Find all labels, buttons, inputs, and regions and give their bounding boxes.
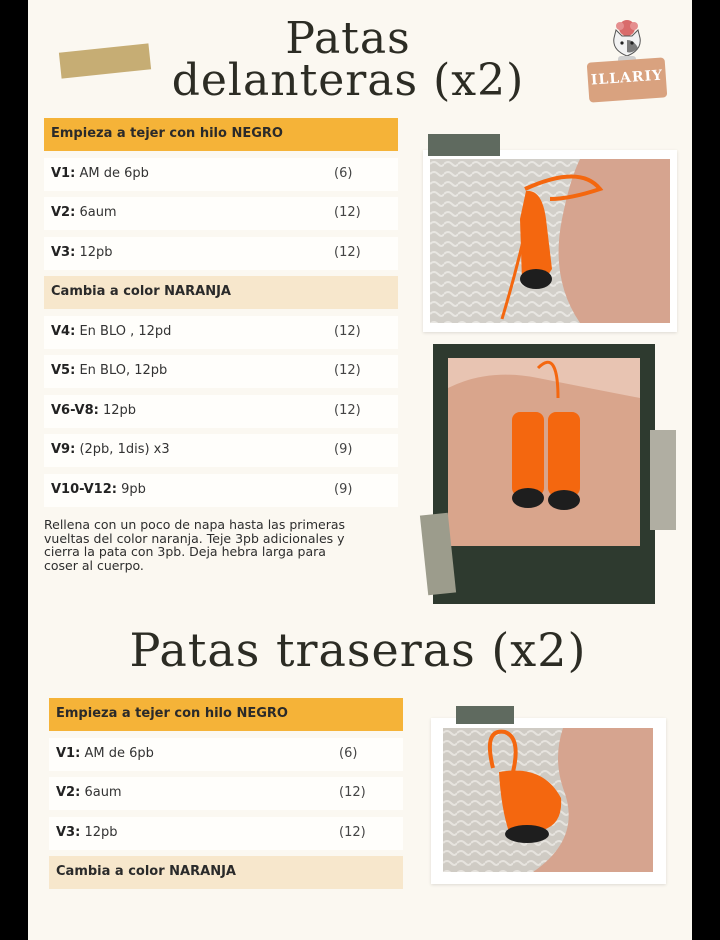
round-number: V5:	[51, 363, 76, 378]
photo-front-leg-1	[423, 150, 677, 332]
row-instruction	[51, 482, 146, 497]
row-instruction	[56, 785, 122, 800]
pattern-page	[28, 0, 692, 940]
table-row	[44, 355, 398, 388]
table-header-row	[44, 118, 398, 151]
table-row	[44, 434, 398, 467]
row-label: Empieza a tejer con hilo NEGRO	[56, 706, 288, 721]
round-stitches: En BLO, 12pb	[79, 363, 168, 378]
stitch-count: (12)	[334, 402, 361, 418]
section1-title-line2: delanteras (x2)	[171, 55, 525, 106]
round-stitches: 12pb	[103, 402, 137, 418]
table-row	[44, 474, 398, 507]
photo-front-legs-2	[433, 344, 655, 604]
round-number: V6-V8:	[51, 402, 99, 418]
round-stitches: 6aum	[79, 205, 117, 220]
row-instruction	[51, 205, 117, 220]
photo-image	[430, 159, 670, 323]
row-label: Cambia a color NARANJA	[56, 864, 236, 879]
row-label: Cambia a color NARANJA	[51, 284, 231, 299]
round-number: V3:	[51, 244, 76, 260]
tape-decoration	[456, 706, 514, 724]
stitch-count: (12)	[339, 785, 366, 800]
section2-table	[49, 698, 403, 896]
round-stitches: (2pb, 1dis) x3	[79, 442, 170, 457]
logo-text: ILLARIY	[590, 67, 664, 89]
round-stitches: En BLO , 12pd	[79, 323, 172, 339]
stitch-count: (9)	[334, 442, 353, 457]
photo-image	[448, 358, 640, 546]
stitch-count: (6)	[334, 165, 353, 181]
row-instruction	[51, 442, 170, 457]
table-row	[49, 817, 403, 850]
round-number: V9:	[51, 442, 76, 457]
brand-logo	[586, 18, 668, 110]
round-number: V10-V12:	[51, 481, 117, 497]
row-instruction	[51, 245, 113, 260]
round-number: V3:	[56, 824, 81, 840]
round-number: V1:	[51, 165, 76, 181]
section1-table	[44, 118, 398, 513]
photo-back-leg	[431, 718, 666, 884]
round-number: V2:	[56, 785, 81, 800]
row-label: Empieza a tejer con hilo NEGRO	[51, 126, 283, 141]
round-stitches: 12pb	[84, 824, 118, 840]
row-instruction	[51, 363, 167, 378]
tape-decoration	[650, 430, 676, 530]
round-stitches: 6aum	[84, 785, 122, 800]
table-row	[44, 158, 398, 191]
row-instruction	[51, 403, 136, 418]
table-header-row	[49, 698, 403, 731]
table-row	[44, 316, 398, 349]
tape-decoration	[428, 134, 500, 156]
row-instruction	[51, 166, 149, 181]
stitch-count: (9)	[334, 481, 353, 497]
section1-title-line1: Patas	[285, 13, 411, 64]
stitch-count: (12)	[334, 205, 361, 220]
stitch-count: (6)	[339, 745, 358, 761]
round-stitches: AM de 6pb	[79, 165, 149, 181]
round-number: V1:	[56, 745, 81, 761]
table-subheader-row	[49, 856, 403, 889]
row-instruction	[51, 324, 171, 339]
table-row	[49, 738, 403, 771]
table-row	[44, 395, 398, 428]
stitch-count: (12)	[334, 363, 361, 378]
round-stitches: 12pb	[79, 244, 113, 260]
table-row	[44, 197, 398, 230]
section1-title	[148, 13, 548, 106]
round-number: V4:	[51, 323, 76, 339]
section1-note: Rellena con un poco de napa hasta las primeras vueltas del color naranja. Teje 3pb adicionales y cierra la pata con 3pb. Deja hebra larga para coser al cuerpo.	[44, 517, 346, 573]
photo-image	[443, 728, 653, 872]
stitch-count: (12)	[334, 323, 361, 339]
table-row	[44, 237, 398, 270]
table-subheader-row	[44, 276, 398, 309]
row-instruction	[56, 746, 154, 761]
tape-decoration	[59, 43, 151, 78]
stitch-count: (12)	[334, 244, 361, 260]
round-number: V2:	[51, 205, 76, 220]
table-row	[49, 777, 403, 810]
round-stitches: AM de 6pb	[84, 745, 154, 761]
round-stitches: 9pb	[121, 481, 146, 497]
row-instruction	[56, 825, 118, 840]
stitch-count: (12)	[339, 824, 366, 840]
section2-title: Patas traseras (x2)	[129, 623, 587, 677]
